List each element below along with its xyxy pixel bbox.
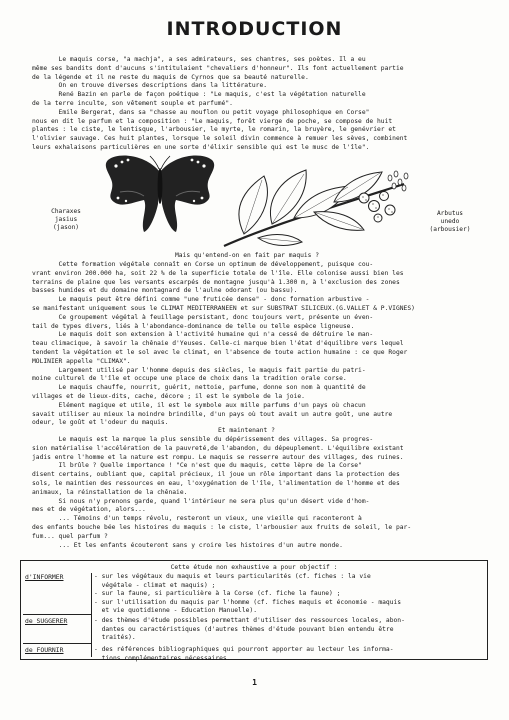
objective-line: traités). bbox=[94, 634, 136, 642]
box-separator bbox=[23, 643, 91, 644]
caption-line: Charaxes bbox=[51, 208, 81, 215]
text-line: Emile Bergerat, dans sa "chasse au mouflon ou petit voyage philosophique en Corse" bbox=[32, 108, 370, 116]
text-line: Cette formation végétale connaît en Corse un optimum de développement, puisque cou- bbox=[32, 261, 374, 268]
text-line: ... Et les enfants écouteront sans y croire les histoires d'un autre monde. bbox=[32, 541, 343, 549]
page-title: INTRODUCTION bbox=[166, 18, 343, 40]
objective-label-inform: d'INFORMER bbox=[25, 573, 64, 581]
text-line: teau climacique, à savoir la chênaie d'Yeuses. Celle-ci marque bien l'état d'équilibre vers lequel bbox=[32, 340, 404, 348]
text-line: villages et de lieux-dits, cache, décore ; il est le symbole de la joie. bbox=[32, 392, 305, 400]
question-line: Mais qu'entend-on en fait par maquis ? bbox=[175, 252, 320, 259]
caption-line: Arbutus bbox=[436, 210, 464, 217]
text-line: Largement utilisé par l'homme depuis des siècles, le maquis fait partie du patri- bbox=[32, 366, 366, 374]
text-line: de la terre inculte, son vêtement souple et parfumé". bbox=[32, 99, 233, 107]
body-paragraphs bbox=[32, 261, 484, 428]
text-line: savait utiliser au mieux la moindre brindille, d'un pays où tout avait un autre goût, une autre bbox=[32, 410, 393, 418]
box-separator bbox=[23, 614, 91, 615]
objective-line: dantes ou caractéristiques (d'autres thèmes d'étude pouvant bien entendu être bbox=[94, 625, 394, 633]
text-line: Ce groupement végétal à feuillage persistant, donc toujours vert, présente un éven- bbox=[32, 313, 374, 321]
objectives-box bbox=[20, 560, 488, 660]
objective-text-inform bbox=[94, 573, 483, 616]
objective-line: - des références bibliographiques qui pourront apporter au lecteur les informa- bbox=[94, 646, 394, 653]
text-line: même ses bandits dont d'aucuns s'intitulaient "chevaliers d'honneur". Ils font actuellement partie bbox=[32, 64, 404, 72]
text-line: René Bazin en parle de façon poétique : "Le maquis, c'est la végétation naturelle bbox=[32, 91, 366, 99]
caption-line: (jason) bbox=[52, 224, 80, 231]
text-line: sols, le maintien des ressources en eau, l'oxygénation de l'île, l'alimentation de l'homme et des bbox=[32, 479, 400, 487]
text-line: l'olivier sauvage. Ces huit plantes, lorsque le soleil divin commence à remuer les sèves, combinent bbox=[32, 135, 408, 143]
objective-text-provide bbox=[94, 646, 483, 663]
objective-text-suggest bbox=[94, 617, 483, 643]
text-line: tendent la végétation et le sol avec le climat, en l'absence de toute action humaine : ce que Roger bbox=[32, 348, 408, 356]
butterfly-caption bbox=[44, 208, 88, 232]
text-line: Le maquis est la marque la plus sensible du dépérissement des villages. Sa progres- bbox=[32, 436, 374, 443]
objective-line: - sur la faune, si particulière à la Corse (cf. fiche la faune) ; bbox=[94, 590, 341, 598]
objective-label-suggest: de SUGGERER bbox=[25, 617, 68, 625]
text-line: plantes : le ciste, le lentisque, l'arbousier, le myrte, le romarin, la bruyère, le genévrier et bbox=[32, 126, 396, 134]
text-line: disent certains, oubliant que, capital précieux, il joue un rôle important dans la protection des bbox=[32, 471, 400, 479]
caption-line: unedo bbox=[440, 218, 460, 225]
objective-line: - sur l'utilisation du maquis par l'homme (cf. fiches maquis et économie - maquis bbox=[94, 598, 402, 606]
objective-line: tions complémentaires nécessaires. bbox=[94, 654, 231, 662]
text-line: mes et de végétation, alors... bbox=[32, 506, 146, 514]
text-line: de la légende et il ne reste du maquis de Cyrnos que sa beauté naturelle. bbox=[32, 73, 309, 81]
caption-line: (arbousier) bbox=[429, 226, 471, 233]
objective-line: et vie quotidienne - Education Manuelle). bbox=[94, 607, 258, 615]
text-line: Le maquis peut être défini comme "une fruticée dense" - donc formation arbustive - bbox=[32, 296, 370, 304]
text-line: animaux, la réinstallation de la chênaie. bbox=[32, 488, 188, 496]
objectives-title: Cette étude non exhaustive a pour objectif : bbox=[170, 564, 338, 571]
text-line: terrains de plaine que les versants escarpés de montagne jusqu'à 1.300 m, à l'exclusion des zones bbox=[32, 278, 400, 286]
box-divider bbox=[91, 573, 92, 657]
text-line: leurs exhalaisons particulières en une sorte d'élixir sensible qui est le musc de l'île". bbox=[32, 143, 370, 151]
caption-line: jasius bbox=[54, 216, 78, 223]
text-line: odeur, le goût et l'odeur du maquis. bbox=[32, 419, 169, 427]
text-line: sion matérialise l'accélération de la pauvreté,de l'abandon, du dépeuplement. L'équilibre existant bbox=[32, 444, 404, 452]
text-line: moine culturel de l'île et occupe une place de choix dans la tradition orale corse. bbox=[32, 375, 347, 383]
butterfly-illustration bbox=[100, 152, 220, 238]
objective-label-provide: de FOURNIR bbox=[25, 646, 64, 654]
text-line: Elément magique et utile, il est le symbole aux mille parfums d'un pays où chacun bbox=[32, 401, 366, 409]
page-number: 1 bbox=[252, 678, 257, 687]
objective-line: - sur les végétaux du maquis et leurs particularités (cf. fiches : la vie bbox=[94, 573, 371, 580]
text-line: Si nous n'y prenons garde, quand l'intérieur ne sera plus qu'un désert vide d'hom- bbox=[32, 497, 370, 505]
objective-line: végétale - climat et maquis) ; bbox=[94, 581, 216, 589]
text-line: des enfants bouche bée les histoires du maquis : le ciste, l'arbousier aux fruits de soleil, le par- bbox=[32, 523, 412, 531]
closing-paragraphs bbox=[32, 436, 484, 550]
text-line: fum... quel parfum ? bbox=[32, 532, 108, 540]
text-line: Le maquis corse, "a machja", a ses admirateurs, ses chantres, ses poètes. Il a eu bbox=[32, 56, 366, 63]
text-line: nous en dit le parfum et la composition : "Le maquis, forêt vierge de poche, se compose de huit bbox=[32, 117, 393, 125]
text-line: ... Témoins d'un temps révolu, resteront un vieux, une vieille qui raconteront à bbox=[32, 515, 362, 523]
text-line: jadis entre l'homme et la nature est rompu. Le maquis se resserre autour des villages, des ruines. bbox=[32, 453, 404, 461]
text-line: Le maquis chauffe, nourrit, guérit, nettoie, parfume, donne son nom à quantité de bbox=[32, 384, 366, 392]
objective-line: - des thèmes d'étude possibles permettant d'utiliser des ressources locales, abon- bbox=[94, 617, 405, 624]
intro-paragraphs bbox=[32, 56, 484, 153]
subheading: Et maintenant ? bbox=[218, 427, 275, 434]
text-line: On en trouve diverses descriptions dans la littérature. bbox=[32, 82, 268, 90]
arbutus-illustration bbox=[214, 154, 414, 254]
text-line: vrant environ 200.000 ha, soit 22 % de la superficie totale de l'île. Elle colonise aussi bien les bbox=[32, 269, 404, 277]
text-line: MOLINIER appelle "CLIMAX". bbox=[32, 357, 131, 365]
text-line: basses humides et du domaine montagnard de l'aulne odorant (ou bassu). bbox=[32, 287, 298, 295]
arbutus-caption bbox=[420, 210, 480, 234]
text-line: Il brûle ? Quelle importance ! "Ce n'est que du maquis, cette lèpre de la Corse" bbox=[32, 462, 362, 470]
text-line: Le maquis doit son extension à l'activité humaine qui n'a cessé de détruire le man- bbox=[32, 331, 374, 339]
text-line: tail de types divers, liés à l'abondance-dominance de telle ou telle espèce ligneuse. bbox=[32, 322, 355, 330]
text-line: se manifestant uniquement sous le CLIMAT MEDITERRANEEN et sur SUBSTRAT SILICEUX.(G.VALLET & P.VIGNES) bbox=[32, 304, 415, 312]
